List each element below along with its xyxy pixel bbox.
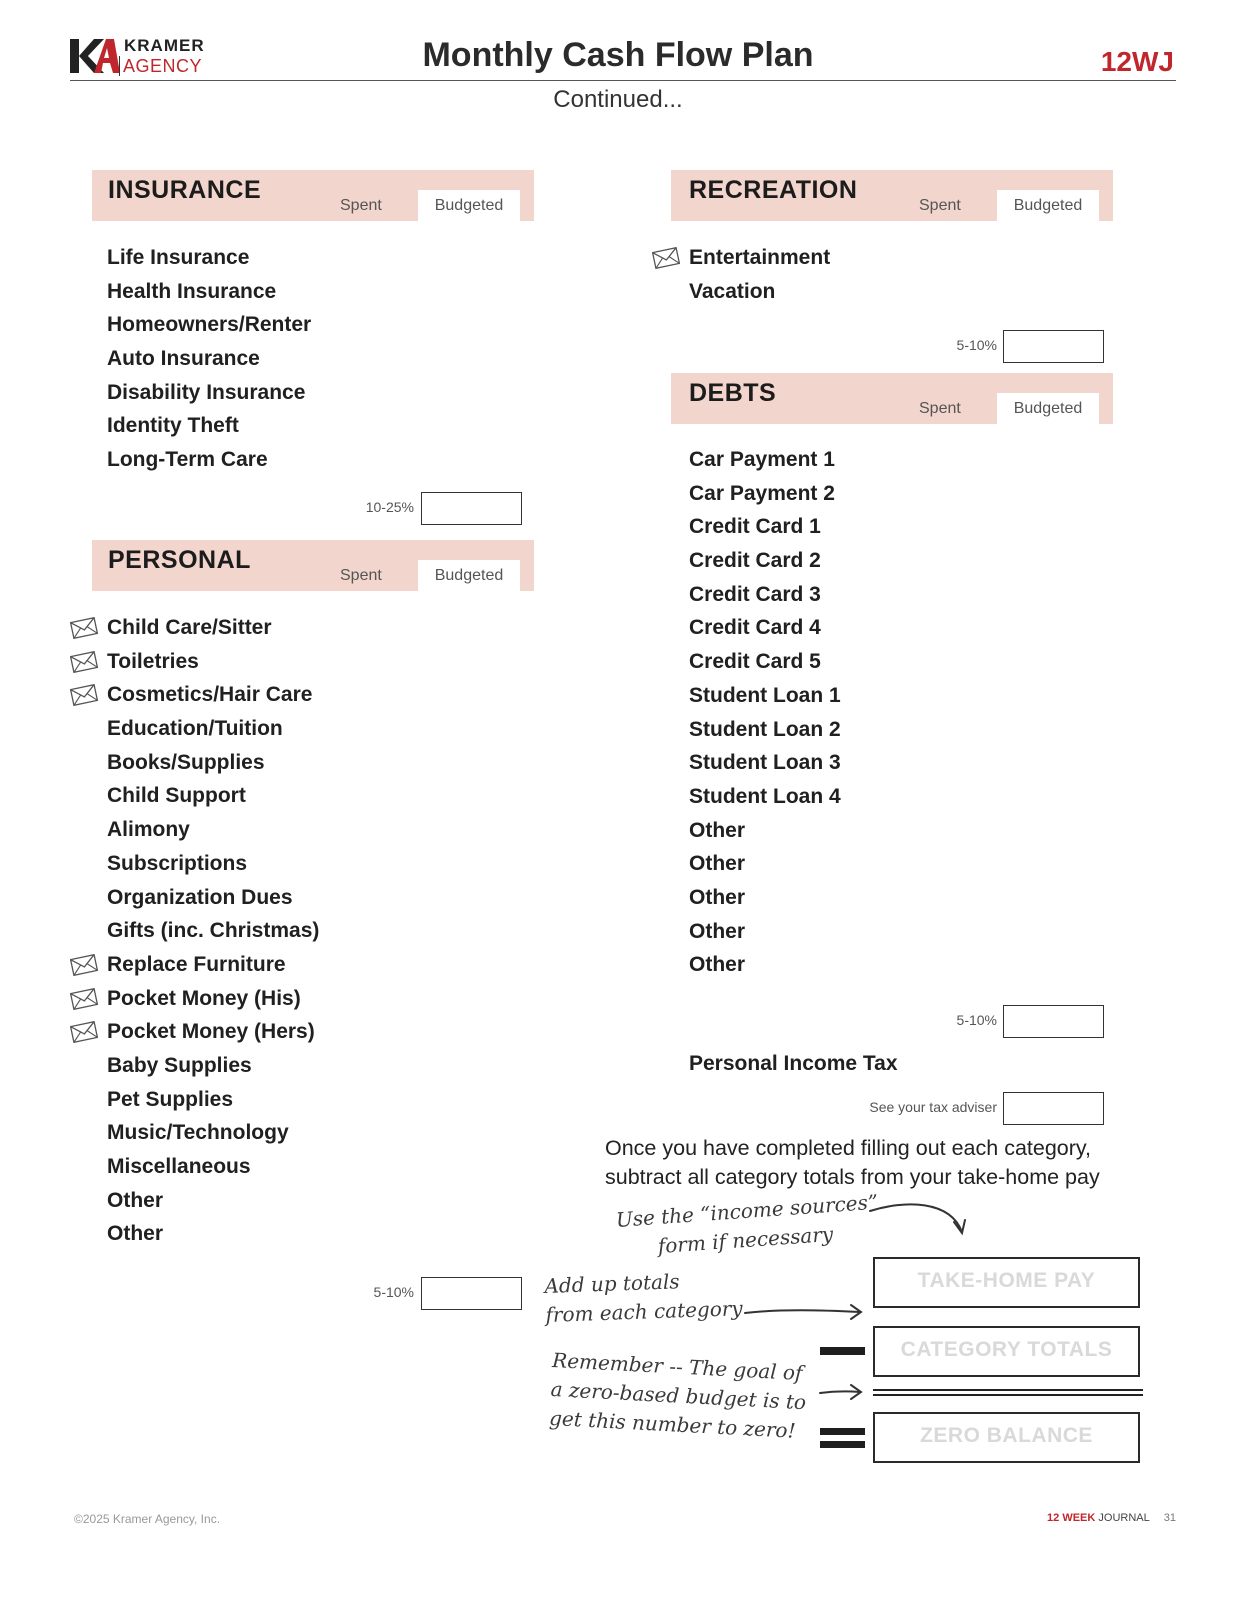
spent-column-label: Spent — [919, 400, 961, 417]
section-title: RECREATION — [689, 176, 858, 204]
personal-percent-label: 5-10% — [373, 1284, 414, 1300]
item-label: Student Loan 1 — [689, 683, 841, 707]
item-label: Child Care/Sitter — [107, 616, 272, 639]
budgeted-column-label: Budgeted — [1013, 197, 1083, 214]
tax-hint: See your tax adviser — [869, 1099, 997, 1115]
personal-income-tax-label: Personal Income Tax — [689, 1052, 898, 1075]
curved-arrow-icon — [870, 1204, 965, 1233]
item-label: Student Loan 4 — [689, 784, 841, 808]
footer-brand-rest: JOURNAL — [1095, 1512, 1150, 1524]
item-label: Other — [689, 818, 746, 842]
note-line: a zero-based budget is to — [550, 1376, 807, 1415]
item-label: Credit Card 5 — [689, 650, 821, 674]
category-totals-label: CATEGORY TOTALS — [900, 1338, 1113, 1361]
item-label: Music/Technology — [107, 1121, 289, 1145]
item-label: Disability Insurance — [107, 380, 306, 404]
note-line: get this number to zero! — [548, 1405, 797, 1443]
item-label: Credit Card 2 — [689, 549, 821, 573]
note-line: Add up totals — [544, 1269, 680, 1298]
budgeted-column-label: Budgeted — [434, 567, 504, 584]
page-subtitle: Continued... — [553, 86, 683, 113]
double-rule-bottom — [873, 1394, 1143, 1396]
item-label: Student Loan 3 — [689, 751, 841, 775]
item-label: Other — [689, 885, 746, 909]
minus-sign-icon — [820, 1347, 865, 1355]
item-label: Long-Term Care — [107, 448, 268, 472]
spent-column-label: Spent — [340, 197, 382, 214]
item-label: Car Payment 1 — [689, 448, 835, 471]
spent-column-label: Spent — [340, 567, 382, 584]
section-title: INSURANCE — [108, 176, 262, 204]
item-label: Other — [689, 953, 746, 977]
item-label: Subscriptions — [107, 851, 248, 875]
recreation-percent-label: 5-10% — [956, 337, 997, 353]
item-label: Car Payment 2 — [689, 481, 835, 505]
double-rule-top — [873, 1389, 1143, 1391]
take-home-pay-box[interactable] — [873, 1257, 1140, 1308]
item-label: Organization Dues — [107, 885, 293, 909]
item-label: Other — [107, 1188, 164, 1212]
item-label: Other — [689, 852, 746, 876]
item-label: Pocket Money (Hers) — [107, 1020, 315, 1044]
item-label: Alimony — [107, 818, 190, 842]
logo-line-agency: AGENCY — [119, 56, 205, 76]
page-number: 31 — [1163, 1512, 1176, 1524]
item-label: Credit Card 4 — [689, 616, 821, 640]
logo-line-kramer: KRAMER — [124, 36, 205, 55]
take-home-pay-label: TAKE-HOME PAY — [917, 1269, 1096, 1292]
zero-balance-label: ZERO BALANCE — [920, 1424, 1093, 1447]
note-line: Remember -- The goal of — [551, 1347, 804, 1386]
copyright-text: ©2025 Kramer Agency, Inc. — [74, 1512, 221, 1526]
zero-balance-box[interactable] — [873, 1412, 1140, 1463]
right-arrow-icon — [745, 1305, 861, 1319]
insurance-percent-label: 10-25% — [365, 499, 414, 515]
section-title: PERSONAL — [108, 546, 251, 574]
debts-percent-label: 5-10% — [956, 1012, 997, 1028]
item-label: Pocket Money (His) — [107, 986, 301, 1010]
brand-code: 12WJ — [1100, 46, 1174, 77]
item-label: Baby Supplies — [107, 1053, 252, 1077]
budgeted-column-label: Budgeted — [434, 197, 504, 214]
category-totals-box[interactable] — [873, 1326, 1140, 1377]
spent-column-label: Spent — [919, 197, 961, 214]
item-label: Cosmetics/Hair Care — [107, 683, 313, 707]
equals-sign-icon — [820, 1441, 865, 1448]
footer-brand-bold: 12 WEEK — [1047, 1512, 1096, 1524]
item-label: Credit Card 1 — [689, 515, 821, 539]
section-title: DEBTS — [689, 379, 777, 407]
item-label: Books/Supplies — [107, 750, 265, 774]
note-line: Use the “income sources” — [615, 1189, 879, 1232]
note-line: form if necessary — [657, 1221, 834, 1259]
footer-brand — [1047, 1512, 1176, 1524]
instruction-line-2: subtract all category totals from your take-home pay — [605, 1165, 1100, 1189]
item-label: Homeowners/Renter — [107, 313, 312, 337]
item-label: Replace Furniture — [107, 952, 286, 976]
item-label: Vacation — [689, 279, 776, 303]
item-label: Gifts (inc. Christmas) — [107, 919, 320, 943]
item-label: Education/Tuition — [107, 717, 283, 741]
item-label: Other — [689, 919, 746, 943]
item-label: Credit Card 3 — [689, 582, 821, 606]
item-label: Life Insurance — [107, 246, 250, 269]
item-label: Child Support — [107, 784, 246, 808]
instruction-line-1: Once you have completed filling out each category, — [605, 1136, 1092, 1160]
note-line: from each category — [545, 1296, 744, 1327]
item-label: Pet Supplies — [107, 1087, 234, 1111]
right-arrow-icon — [820, 1385, 861, 1399]
item-label: Health Insurance — [107, 279, 277, 303]
item-label: Student Loan 2 — [689, 717, 841, 741]
page-title: Monthly Cash Flow Plan — [422, 36, 814, 74]
item-label: Entertainment — [689, 246, 831, 269]
item-label: Miscellaneous — [107, 1155, 251, 1178]
equals-sign-icon — [820, 1428, 865, 1435]
item-label: Identity Theft — [107, 414, 239, 438]
budgeted-column-label: Budgeted — [1013, 400, 1083, 417]
item-label: Toiletries — [107, 649, 199, 673]
item-label: Other — [107, 1222, 164, 1246]
item-label: Auto Insurance — [107, 347, 260, 371]
